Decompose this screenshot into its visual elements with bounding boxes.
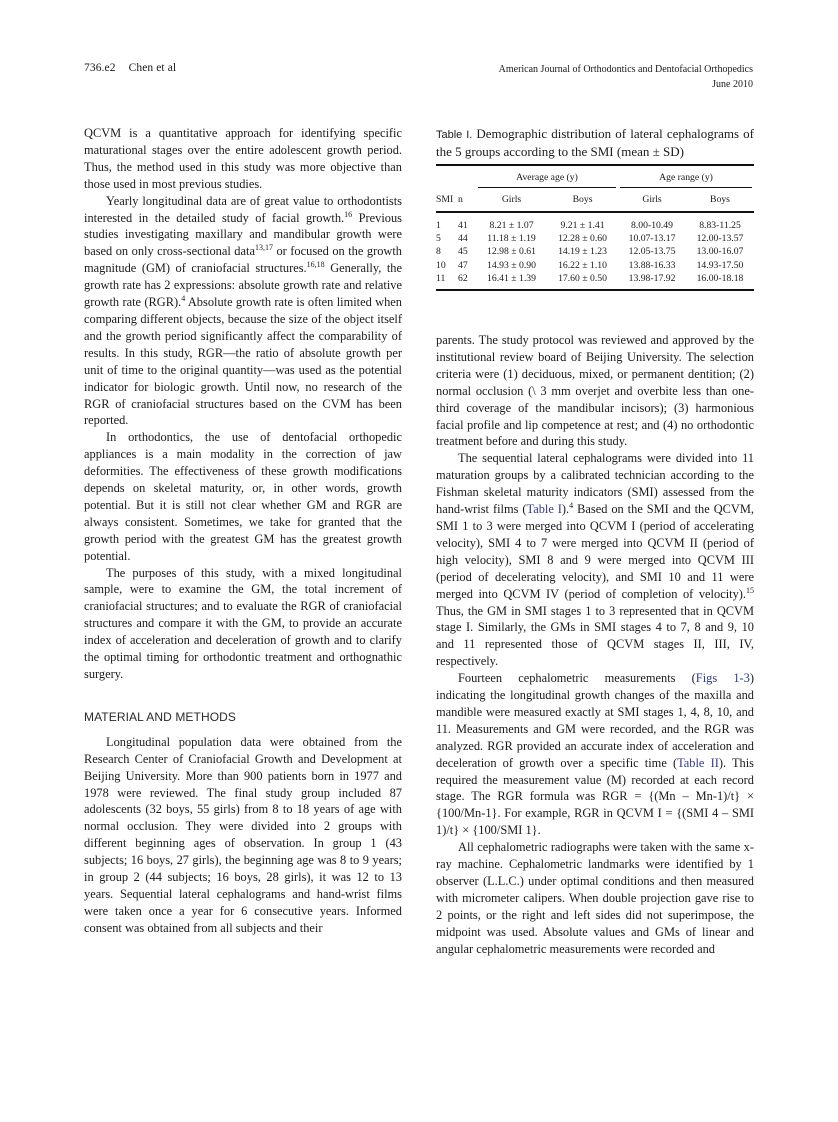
citation: 4 [569, 501, 574, 511]
table-row [436, 272, 754, 290]
journal-title: American Journal of Orthodontics and Dentofacial Orthopedics [498, 64, 753, 75]
cell: 11 [436, 272, 458, 290]
header-spacer [436, 165, 476, 191]
table-row [436, 259, 754, 272]
citation: 16 [344, 209, 353, 219]
table-2-link[interactable]: Table II [677, 755, 719, 770]
cell: 14.93-17.50 [696, 259, 744, 271]
citation: 16,18 [306, 260, 325, 270]
paragraph: All cephalometric radiographs were taken with the same x-ray machine. Cephalometric landmarks were identified by 1 observer (L.L.C.) under optimal conditions and then measured with micrometer calipers. When double projection gave rise to 2 points, or the right and left sides did not superimpose, the midpoint was used. Absolute values and GMs of linear and angular cephalometric measurements were recorded and [436, 840, 754, 956]
cell: 12.05-13.75 [628, 246, 676, 258]
group-header-label: Age range (y) [620, 172, 752, 188]
table-row [436, 212, 754, 232]
table-caption [436, 126, 754, 160]
text-run: Yearly longitudinal data are of great value to orthodontists interested in the detailed study of facial growth. [84, 193, 402, 225]
text-run: Fourteen cephalometric measurements ( [458, 671, 696, 686]
cell: 8 [436, 246, 441, 258]
cell: 9.21 ± 1.41 [560, 220, 605, 231]
cell: 8.21 ± 1.07 [489, 220, 534, 231]
cell: 5 [436, 233, 441, 245]
running-header-right [499, 62, 753, 92]
section-heading: MATERIAL AND METHODS [84, 709, 237, 724]
group-header-age-range [618, 165, 754, 191]
demographic-table [436, 164, 754, 291]
text-run: or focused on the growth magnitude (GM) of craniofacial structures. [84, 244, 402, 276]
cell: 14.93 ± 0.90 [487, 259, 536, 271]
text-run: ). This required the measurement value (M) recorded at each record stage. The RGR formula was RGR = {(Mn – Mn-1)/t} × {100/Mn-1}. For example, RGR in QCVM I = {(SMI 4 – SMI 1)/t} × {100/SMI 1}. [436, 755, 754, 838]
text-run: Generally, the growth rate has 2 expressions: absolute growth rate and relative growth rate (RGR). [84, 261, 402, 310]
group-header-average-age [476, 165, 618, 191]
column-header: Girls [476, 191, 547, 212]
table-row [436, 232, 754, 245]
text-run: Thus, the GM in SMI stages 1 to 3 represented that in QCVM stage I. Similarly, the GMs in SMI stages 4 to 7, 8 and 9, 10 and 11 represented those of QCVM stages II, III, IV, respectively. [436, 603, 754, 669]
citation: 15 [746, 585, 754, 595]
group-header-label: Average age (y) [478, 172, 616, 188]
author-line: Chen et al [128, 62, 177, 74]
cell: 13.88-16.33 [628, 259, 676, 271]
table-caption-text: Demographic distribution of lateral cephalograms of the 5 groups according to the SMI (mean ± SD) [436, 126, 754, 159]
column-header: Girls [618, 191, 686, 212]
cell: 44 [458, 233, 468, 245]
text-run: Absolute growth rate is often limited when comparing different objects, because the size of the object itself and the growth period significantly affect the comparability of results. In this study, RGR—the ratio of absolute growth per unit of time to the original quantity—was used as the potential indicator for biologic growth. Until now, no research of the RGR of craniofacial structures based on the CVM has been reported. [84, 295, 402, 428]
cell: 62 [458, 272, 476, 290]
cell: 12.98 ± 0.61 [487, 246, 536, 258]
right-column [436, 332, 754, 958]
table-1-link[interactable]: Table I [526, 502, 562, 517]
column-header: SMI [436, 191, 458, 212]
cell: 12.28 ± 0.60 [558, 233, 607, 245]
cell: 45 [458, 246, 468, 258]
cell: 41 [458, 220, 468, 231]
cell: 13.00-16.07 [696, 246, 744, 258]
table-row [436, 245, 754, 258]
text-run: ). [561, 502, 570, 517]
figs-1-3-link[interactable]: Figs 1-3 [695, 671, 750, 686]
page-number: 736.e2 [84, 62, 116, 74]
cell: 10 [436, 259, 446, 271]
citation: 4 [181, 294, 186, 304]
text-run: ) indicating the longitudinal growth changes of the maxilla and mandible were measured exactly at SMI stages 1, 4, 8, 10, and 11. Measurements and GM were recorded, and the RGR was analyzed. RGR provided an accurate index of acceleration and deceleration of growth over a specific time ( [436, 671, 754, 770]
cell: 47 [458, 259, 468, 271]
cell: 16.22 ± 1.10 [558, 259, 607, 271]
paragraph [436, 450, 754, 670]
text-run: Based on the SMI and the QCVM, SMI 1 to 3 were merged into QCVM I (period of accelerating velocity), SMI 4 to 7 were merged into QCVM II (period of high velocity), SMI 8 and 9 were merged into QCVM III (period of decelerating velocity), and SMI 10 and 11 were merged into QCVM IV (period of completion of velocity). [436, 502, 754, 601]
text-run: Previous studies investigating maxillary and mandibular growth were based on only cross-sectional data [84, 210, 402, 259]
cell: 16.41 ± 1.39 [476, 272, 547, 290]
cell: 12.00-13.57 [696, 233, 744, 245]
cell: 8.83-11.25 [699, 220, 741, 231]
table-label: Table I. [436, 129, 473, 141]
cell: 1 [436, 220, 441, 231]
column-header: Boys [686, 191, 754, 212]
cell: 11.18 ± 1.19 [487, 233, 536, 245]
issue-date: June 2010 [712, 79, 753, 90]
paragraph: Longitudinal population data were obtained from the Research Center of Craniofacial Growth and Development at Beijing University. More than 900 patients born in 1977 and 1978 were reviewed. The final study group included 87 adolescents (32 boys, 55 girls) from 8 to 18 years of age with normal occlusion. They were divided into 2 groups with different beginning ages of observation. In group 1 (43 subjects; 16 boys, 27 girls), the beginning age was 8 to 9 years; in group 2 (44 subjects; 16 boys, 28 girls), it was 12 to 13 years. Sequential lateral cephalograms and hand-wrist films were taken once a year for 6 consecutive years. Informed consent was obtained from all subjects and their [84, 734, 402, 935]
cell: 13.98-17.92 [618, 272, 686, 290]
cell: 8.00-10.49 [631, 220, 673, 231]
paragraph [436, 670, 754, 839]
paragraph: In orthodontics, the use of dentofacial orthopedic appliances is a main modality in the correction of jaw deformities. The effectiveness of these growth modifications depends on skeletal maturity, or, in other words, growth potential. But it is still not clear whether GM and RGR are always consistent. Sometimes, we take for granted that the growth period with the greatest GM has the greatest growth potential. [84, 430, 402, 563]
column-header: Boys [547, 191, 618, 212]
text-run: The sequential lateral cephalograms were divided into 11 maturation groups by a calibrated technician according to the Fishman skeletal maturity indicators (SMI) assessed from the hand-wrist films ( [436, 451, 754, 517]
paragraph [84, 193, 402, 430]
cell: 16.00-18.18 [686, 272, 754, 290]
paragraph: parents. The study protocol was reviewed and approved by the institutional review board of Beijing University. The selection criteria were (1) deciduous, mixed, or permanent dentition; (2) normal occlusion (\ 3 mm overjet and overbite less than one-third coverage of the mandibular incisors); (3) harmonious facial profile and lip competence at rest; and (4) no orthodontic treatment before and during this study. [436, 333, 754, 449]
paragraph: The purposes of this study, with a mixed longitudinal sample, were to examine the GM, the total increment of craniofacial structures; and to evaluate the RGR of craniofacial structures and compare it with the GM, to provide an accurate index of acceleration and deceleration of growth and to clarify the optimal timing for orthodontic treatment and orthognathic surgery. [84, 565, 402, 681]
left-column [84, 125, 402, 937]
cell: 17.60 ± 0.50 [547, 272, 618, 290]
cell: 10.07-13.17 [628, 233, 676, 245]
citation: 13,17 [254, 243, 273, 253]
column-header: n [458, 191, 476, 212]
table-1 [436, 126, 754, 291]
running-header-left [84, 62, 176, 74]
cell: 14.19 ± 1.23 [558, 246, 607, 258]
paragraph: QCVM is a quantitative approach for identifying specific maturational stages over the entire adolescent growth period. Thus, the method used in this study was more objective than those used in most previous studies. [84, 126, 402, 191]
